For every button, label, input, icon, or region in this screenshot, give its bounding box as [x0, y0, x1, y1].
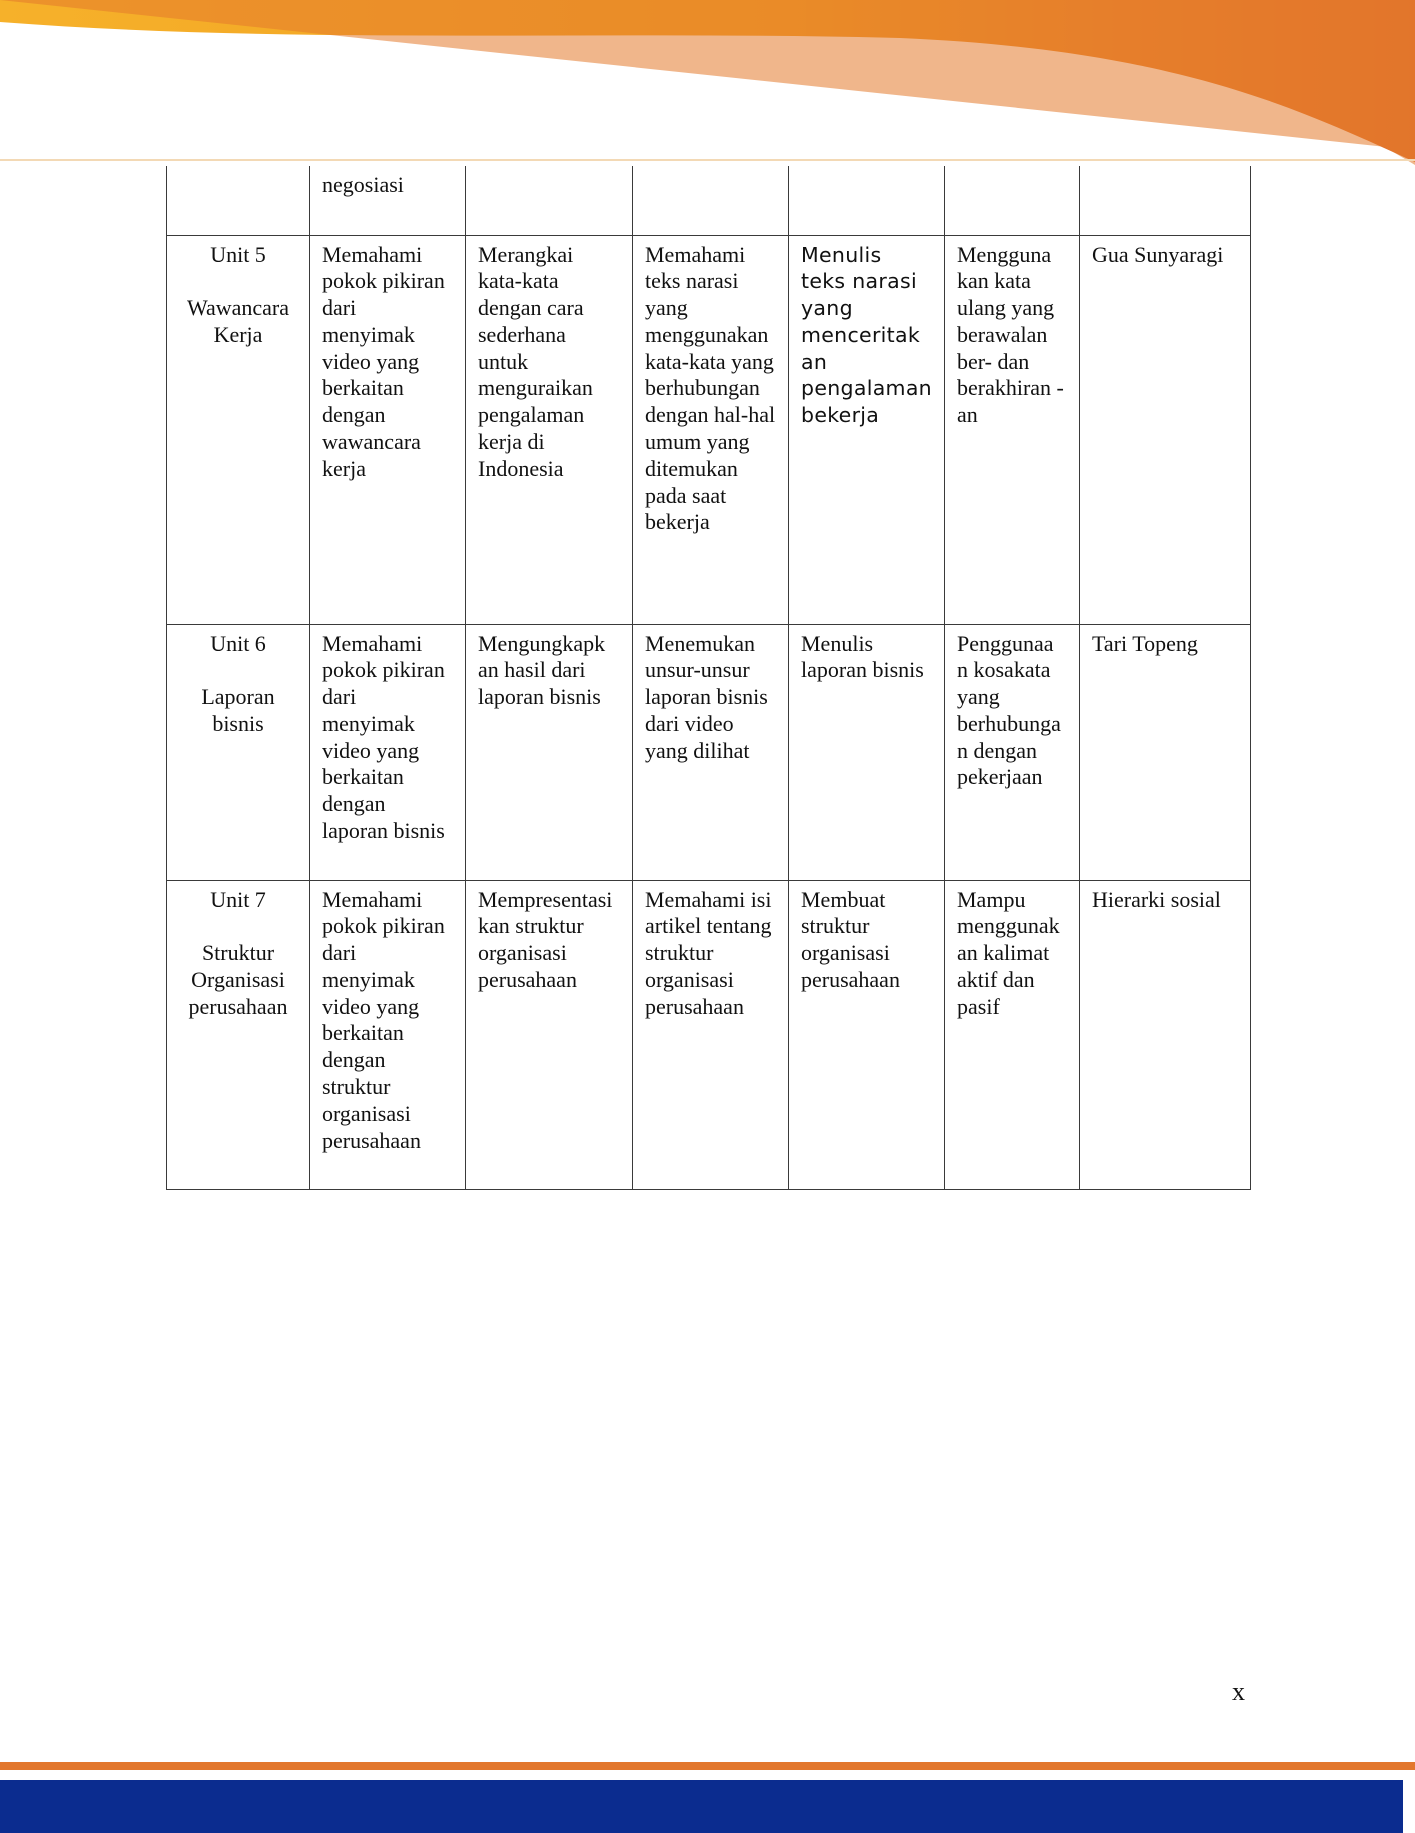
speaking-cell: Merangkai kata-kata dengan cara sederhana untuk menguraikan pengalaman kerja di Indonesia [466, 235, 633, 624]
footer-band [0, 1760, 1415, 1833]
listening-cell: Memahami pokok pikiran dari menyimak video yang berkaitan dengan wawancara kerja [310, 235, 466, 624]
table-row-unit-5 [167, 235, 1251, 624]
unit-cell [167, 880, 310, 1189]
footer-orange-line [0, 1762, 1415, 1770]
writing-cell: Menulis laporan bisnis [789, 624, 945, 880]
reading-cell [633, 166, 789, 235]
unit-number: Unit 5 [210, 241, 266, 267]
listening-cell: Memahami pokok pikiran dari menyimak video yang berkaitan dengan laporan bisnis [310, 624, 466, 880]
unit-number: Unit 7 [210, 886, 266, 912]
culture-cell: Hierarki sosial [1080, 880, 1251, 1189]
grammar-cell [945, 166, 1080, 235]
writing-cell [789, 166, 945, 235]
unit-title: Struktur Organisasi perusahaan [188, 940, 288, 1019]
footer-blue-bar [0, 1780, 1403, 1833]
speaking-cell: Mengungkapk an hasil dari laporan bisnis [466, 624, 633, 880]
table-row-continuation [167, 166, 1251, 235]
grammar-cell: Mampu menggunak an kalimat aktif dan pasif [945, 880, 1080, 1189]
culture-cell: Gua Sunyaragi [1080, 235, 1251, 624]
unit-number: Unit 6 [210, 630, 266, 656]
unit-title: Wawancara Kerja [186, 295, 290, 348]
grammar-cell: Penggunaa n kosakata yang berhubunga n dengan pekerjaan [945, 624, 1080, 880]
speaking-cell [466, 166, 633, 235]
reading-cell: Memahami teks narasi yang menggunakan kata-kata yang berhubungan dengan hal-hal umum yang ditemukan pada saat bekerja [633, 235, 789, 624]
unit-title: Laporan bisnis [201, 684, 275, 737]
reading-cell: Menemukan unsur-unsur laporan bisnis dari video yang dilihat [633, 624, 789, 880]
table-row-unit-6 [167, 624, 1251, 880]
syllabus-table [166, 166, 1251, 1190]
reading-cell: Memahami isi artikel tentang struktur organisasi perusahaan [633, 880, 789, 1189]
page-number: x [1232, 1677, 1245, 1706]
speaking-cell: Mempresentasi kan struktur organisasi perusahaan [466, 880, 633, 1189]
culture-cell: Tari Topeng [1080, 624, 1251, 880]
listening-cell: Memahami pokok pikiran dari menyimak video yang berkaitan dengan struktur organisasi perusahaan [310, 880, 466, 1189]
unit-cell [167, 235, 310, 624]
culture-cell [1080, 166, 1251, 235]
table-row-unit-7 [167, 880, 1251, 1189]
writing-cell: Menulis teks narasi yang menceritakan pengalaman bekerja [789, 235, 945, 624]
grammar-cell: Mengguna kan kata ulang yang berawalan ber- dan berakhiran - an [945, 235, 1080, 624]
header-wave-decoration [0, 0, 1415, 165]
unit-cell [167, 166, 310, 235]
listening-cell: negosiasi [310, 166, 466, 235]
unit-cell [167, 624, 310, 880]
writing-cell: Membuat struktur organisasi perusahaan [789, 880, 945, 1189]
